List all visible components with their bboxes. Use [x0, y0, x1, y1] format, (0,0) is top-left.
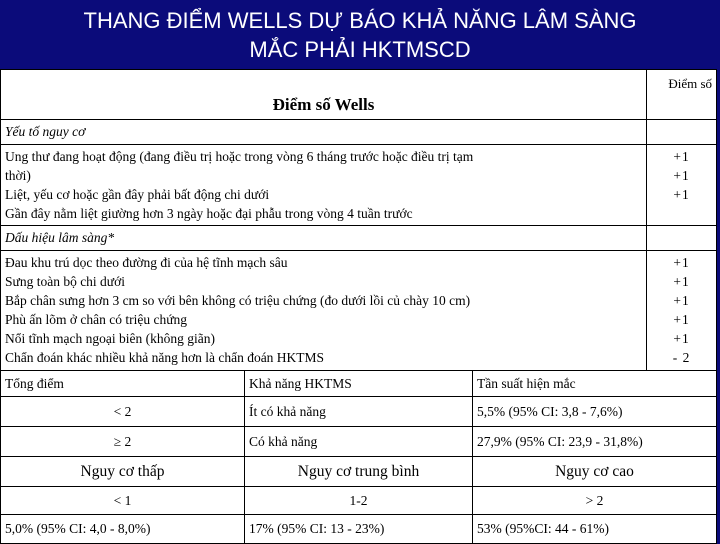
- risk-factors-heading: Yếu tố nguy cơ: [1, 120, 647, 145]
- three-level-header-row: [1, 457, 717, 487]
- clinical-item: Phù ấn lõm ở chân có triệu chứng: [5, 312, 188, 327]
- clinical-item: Đau khu trú dọc theo đường đi của hệ tĩnh mạch sâu: [5, 255, 288, 270]
- clinical-items-row: [1, 251, 717, 371]
- risk-score: +1: [673, 187, 690, 202]
- two-level-row: [1, 397, 717, 427]
- risk-item: Gần đây nằm liệt giường hơn 3 ngày hoặc đại phẫu trong vòng 4 tuần trước: [5, 206, 413, 221]
- clinical-score: - 2: [672, 350, 691, 365]
- clinical-item: Chẩn đoán khác nhiều khả năng hơn là chẩn đoán HKTMS: [5, 350, 325, 365]
- prevalence-heading: Tần suất hiện mắc: [473, 371, 717, 397]
- risk-section-row: [1, 120, 717, 145]
- likelihood-heading: Khả năng HKTMS: [245, 371, 473, 397]
- likelihood-value: Có khả năng: [245, 427, 473, 457]
- risk-score: +1: [673, 168, 690, 183]
- high-risk-prevalence: 53% (95%CI: 44 - 61%): [473, 515, 717, 544]
- risk-item: thời): [5, 168, 31, 183]
- title-line-1: THANG ĐIỂM WELLS DỰ BÁO KHẢ NĂNG LÂM SÀNG: [83, 8, 637, 33]
- risk-factors-list: [1, 145, 647, 226]
- clinical-item: Bắp chân sưng hơn 3 cm so với bên không có triệu chứng (đo dưới lồi củ chày 10 cm): [5, 293, 471, 308]
- risk-heading-score-cell: [647, 120, 717, 145]
- risk-item: Ung thư đang hoạt động (đang điều trị hoặc trong vòng 6 tháng trước hoặc điều trị tạm: [5, 149, 474, 164]
- clinical-item: Nổi tĩnh mạch ngoại biên (không giãn): [5, 331, 215, 346]
- risk-items-row: [1, 145, 717, 226]
- low-risk-heading: Nguy cơ thấp: [1, 457, 245, 487]
- moderate-risk-range: 1-2: [245, 487, 473, 515]
- header-row: [1, 70, 717, 120]
- total-score-heading: Tổng điểm: [1, 371, 245, 397]
- risk-score: +1: [673, 149, 690, 164]
- score-range: ≥ 2: [1, 427, 245, 457]
- clinical-item: Sưng toàn bộ chi dưới: [5, 274, 126, 289]
- clinical-score: +1: [673, 255, 690, 270]
- score-range: < 2: [1, 397, 245, 427]
- header-wells-score: Điểm số Wells: [1, 70, 647, 120]
- clinical-signs-heading: Dấu hiệu lâm sàng*: [1, 226, 647, 251]
- prevalence-value: 27,9% (95% CI: 23,9 - 31,8%): [473, 427, 717, 457]
- prevalence-value: 5,5% (95% CI: 3,8 - 7,6%): [473, 397, 717, 427]
- slide-title: [0, 6, 720, 64]
- risk-item: Liệt, yếu cơ hoặc gần đây phải bất động chi dưới: [5, 187, 270, 202]
- two-level-row: [1, 427, 717, 457]
- low-risk-range: < 1: [1, 487, 245, 515]
- title-line-2: MẮC PHẢI HKTMSCD: [249, 37, 471, 62]
- header-score: Điểm số: [647, 70, 717, 120]
- clinical-scores: [647, 251, 717, 371]
- high-risk-range: > 2: [473, 487, 717, 515]
- clinical-score: +1: [673, 274, 690, 289]
- clinical-section-row: [1, 226, 717, 251]
- likelihood-value: Ít có khả năng: [245, 397, 473, 427]
- clinical-heading-score-cell: [647, 226, 717, 251]
- moderate-risk-prevalence: 17% (95% CI: 13 - 23%): [245, 515, 473, 544]
- three-level-range-row: [1, 487, 717, 515]
- high-risk-heading: Nguy cơ cao: [473, 457, 717, 487]
- three-level-prevalence-row: [1, 515, 717, 544]
- risk-scores: [647, 145, 717, 226]
- wells-score-table: [0, 69, 717, 544]
- clinical-score: +1: [673, 331, 690, 346]
- low-risk-prevalence: 5,0% (95% CI: 4,0 - 8,0%): [1, 515, 245, 544]
- moderate-risk-heading: Nguy cơ trung bình: [245, 457, 473, 487]
- clinical-signs-list: [1, 251, 647, 371]
- clinical-score: +1: [673, 312, 690, 327]
- clinical-score: +1: [673, 293, 690, 308]
- two-level-header-row: [1, 371, 717, 397]
